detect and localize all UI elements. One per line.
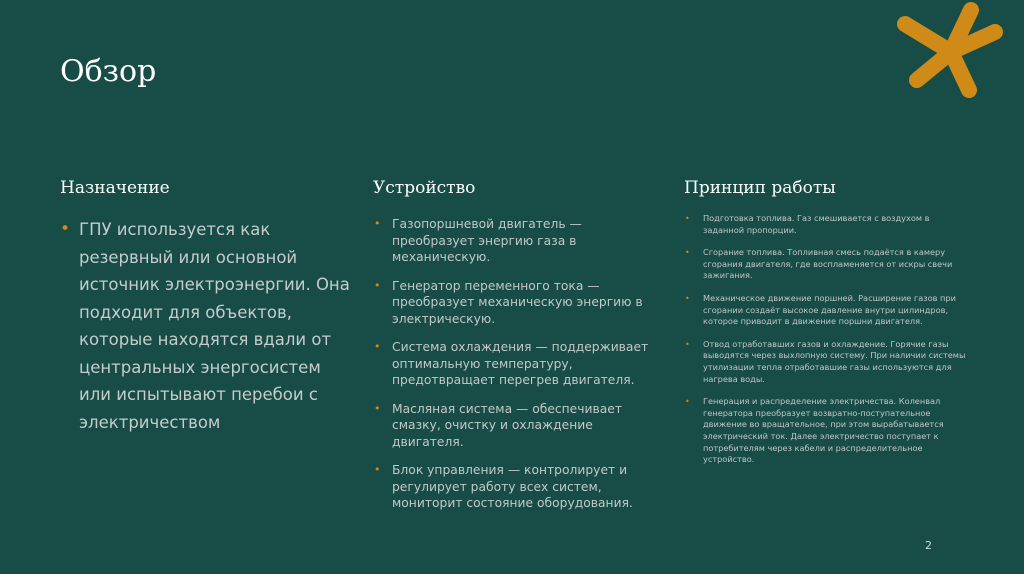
column-structure [373, 178, 663, 524]
list-item: • Сгорание топлива. Топливная смесь подаётся в камеру сгорания двигателя, где воспламеняется от искры свечи зажигания. [684, 247, 966, 282]
list-item: • Механическое движение поршней. Расширение газов при сгорании создаёт высокое давление внутри цилиндров, которое приводит в движение поршни двигателя. [684, 293, 966, 328]
list-item: • Масляная система — обеспечивает смазку, очистку и охлаждение двигателя. [373, 401, 663, 451]
list-item: • Генерация и распределение электричества. Коленвал генератора преобразует возвратно-поступательное движение во вращательное, при этом вырабатывается электрический ток. Далее электричество поступает к потребителям через кабели и распределительное устройство. [684, 396, 966, 466]
asterisk-icon [893, 0, 1005, 100]
column-heading-principle: Принцип работы [684, 178, 836, 198]
purpose-list [60, 216, 350, 436]
list-item: • Генератор переменного тока — преобразует механическую энергию в электрическую. [373, 278, 663, 328]
page-title: Обзор [60, 54, 157, 89]
column-heading-purpose: Назначение [60, 178, 170, 198]
list-item: • Блок управления — контролирует и регулирует работу всех систем, мониторит состояние оборудования. [373, 462, 663, 512]
page-number: 2 [925, 539, 932, 552]
column-principle [684, 178, 966, 477]
list-item: • Подготовка топлива. Газ смешивается с воздухом в заданной пропорции. [684, 213, 966, 236]
list-item: • Система охлаждения — поддерживает оптимальную температуру, предотвращает перегрев двигателя. [373, 339, 663, 389]
column-purpose [60, 178, 350, 436]
list-item: • ГПУ используется как резервный или основной источник электроэнергии. Она подходит для объектов, которые находятся вдали от центральных энергосистем или испытывают перебои с электричеством [60, 216, 350, 436]
list-item: • Отвод отработавших газов и охлаждение. Горячие газы выводятся через выхлопную систему. При наличии системы утилизации тепла отработавшие газы используются для нагрева воды. [684, 339, 966, 385]
structure-list [373, 216, 663, 512]
column-heading-structure: Устройство [373, 178, 476, 198]
principle-list [684, 213, 966, 466]
list-item: • Газопоршневой двигатель — преобразует энергию газа в механическую. [373, 216, 663, 266]
